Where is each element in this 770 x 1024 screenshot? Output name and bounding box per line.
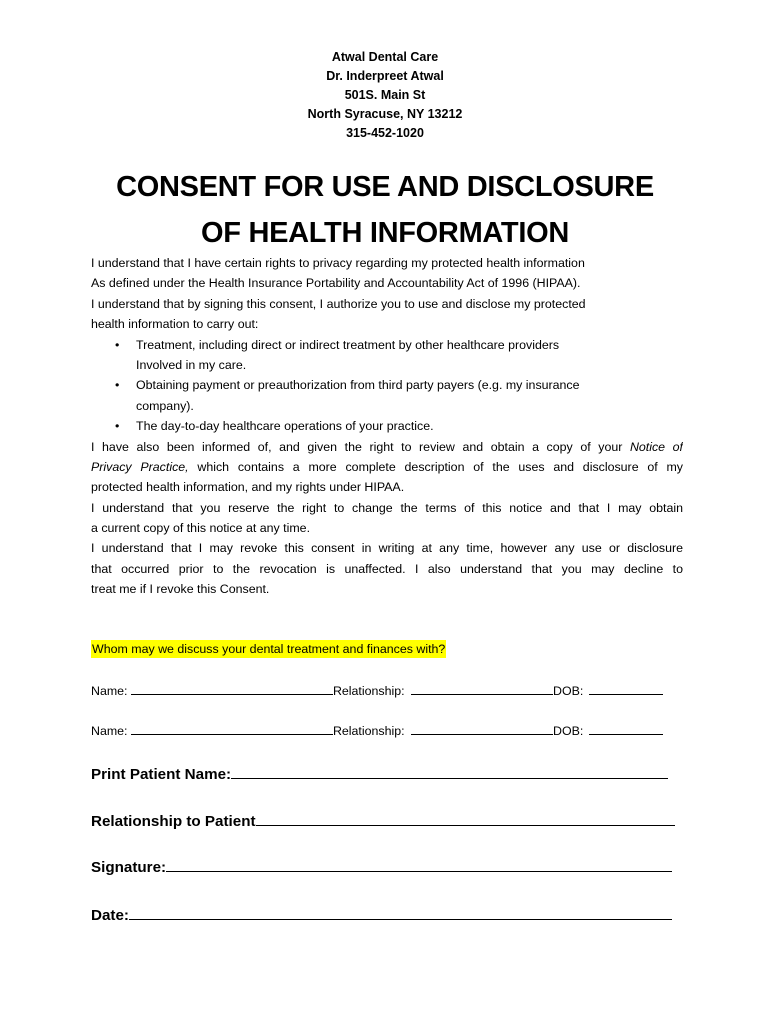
bullet-item [91, 335, 683, 355]
relationship-label: Relationship: [332, 684, 409, 698]
body-line: health information to carry out: [91, 317, 259, 332]
body-line: I understand that I have certain rights to privacy regarding my protected health information [91, 256, 585, 270]
relationship-to-patient-field[interactable] [256, 810, 675, 826]
bullet-text: Obtaining payment or preauthorization from third party payers (e.g. my insurance [136, 378, 580, 393]
bullet-icon: • [115, 337, 120, 352]
date-label: Date: [91, 907, 129, 924]
date-row [91, 904, 672, 926]
name-label: Name: [91, 684, 131, 698]
doctor-name: Dr. Inderpreet Atwal [326, 69, 444, 83]
relationship-to-patient-row [91, 810, 675, 832]
bullet-continuation: company). [136, 398, 194, 413]
name-field[interactable] [131, 681, 333, 695]
print-name-row [91, 763, 668, 785]
body-line: that occurred prior to the revocation is unaffected. I also understand that you may decline to [91, 561, 683, 576]
title-line-2: OF HEALTH INFORMATION [201, 217, 569, 249]
signature-row [91, 856, 672, 878]
notice-title-italic: Privacy Practice, [91, 459, 189, 474]
relationship-field[interactable] [411, 681, 553, 695]
body-line: treat me if I revoke this Consent. [91, 582, 270, 597]
bullet-continuation: Involved in my care. [136, 357, 247, 372]
contact-row-2 [91, 721, 663, 740]
title-line-1: CONSENT FOR USE AND DISCLOSURE [116, 171, 654, 203]
practice-header [0, 48, 770, 143]
body-line [91, 457, 683, 477]
city-address: North Syracuse, NY 13212 [307, 107, 463, 121]
body-line: I understand that you reserve the right to change the terms of this notice and that I may obtain [91, 500, 683, 515]
relationship-field[interactable] [411, 721, 553, 735]
body-line: I understand that by signing this consent, I authorize you to use and disclose my protected [91, 296, 586, 311]
relationship-to-patient-label: Relationship to Patient [91, 813, 256, 830]
consent-body [91, 253, 683, 600]
body-text-segment: I have also been informed of, and given the right to review and obtain a copy of your [91, 439, 630, 454]
body-line: protected health information, and my rights under HIPAA. [91, 480, 405, 495]
document-title [0, 164, 770, 256]
bullet-item [91, 375, 683, 395]
practice-name: Atwal Dental Care [331, 50, 439, 64]
phone-number: 315-452-1020 [346, 126, 424, 140]
body-line [91, 437, 683, 457]
bullet-icon: • [115, 378, 120, 393]
bullet-item [91, 416, 683, 436]
relationship-label: Relationship: [332, 724, 409, 738]
dob-label: DOB: [553, 724, 587, 738]
body-line: As defined under the Health Insurance Portability and Accountability Act of 1996 (HIPAA). [91, 276, 581, 291]
body-line: a current copy of this notice at any time. [91, 521, 311, 536]
dob-label: DOB: [553, 684, 587, 698]
name-label: Name: [91, 724, 131, 738]
notice-title-italic: Notice of [629, 439, 683, 454]
body-line: I understand that I may revoke this consent in writing at any time, however any use or disclosure [91, 541, 683, 556]
signature-field[interactable] [166, 856, 672, 872]
print-name-label: Print Patient Name: [91, 766, 232, 783]
body-text-segment: which contains a more complete description of the uses and disclosure of my [188, 459, 683, 474]
dob-field[interactable] [589, 721, 663, 735]
contact-row-1 [91, 681, 663, 700]
signature-label: Signature: [91, 859, 167, 876]
date-field[interactable] [129, 904, 672, 920]
bullet-text: The day-to-day healthcare operations of your practice. [136, 419, 434, 434]
bullet-icon: • [115, 419, 120, 434]
dob-field[interactable] [589, 681, 663, 695]
street-address: 501S. Main St [344, 88, 426, 102]
highlighted-question: Whom may we discuss your dental treatment and finances with? [92, 642, 446, 656]
bullet-text: Treatment, including direct or indirect treatment by other healthcare providers [136, 337, 560, 352]
name-field[interactable] [131, 721, 333, 735]
print-name-field[interactable] [231, 763, 668, 779]
